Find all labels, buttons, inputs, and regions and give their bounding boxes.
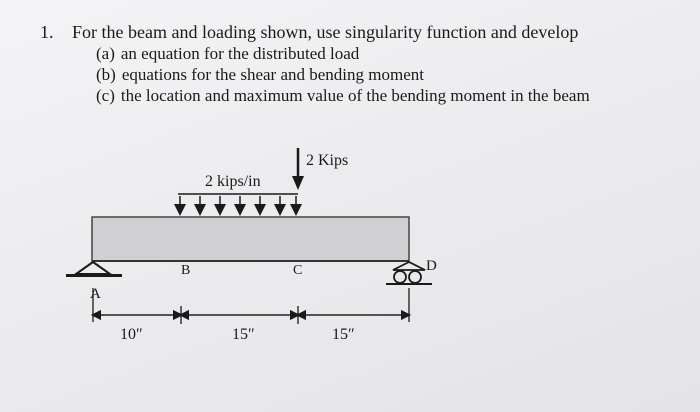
dimension-label-bc: 15″ <box>232 326 255 343</box>
part-a-tag: (a) <box>96 44 115 63</box>
dimension-label-cd: 15″ <box>332 326 355 343</box>
part-b-tag: (b) <box>96 65 116 84</box>
distributed-load-arrows <box>180 196 296 210</box>
point-load-arrow-head <box>292 176 304 190</box>
dimension-extension-lines <box>93 288 409 324</box>
point-label-c: C <box>293 263 303 278</box>
pin-support-a <box>66 262 122 277</box>
problem-number: 1. <box>40 22 54 42</box>
part-a-text: an equation for the distributed load <box>120 44 360 63</box>
part-c-text: the location and maximum value of the bending moment in the beam <box>120 86 590 105</box>
point-label-a: A <box>90 286 101 302</box>
point-label-d: D <box>426 258 437 274</box>
part-c-tag: (c) <box>96 86 115 105</box>
problem-prompt: For the beam and loading shown, use singularity function and develop <box>72 22 579 42</box>
point-load-label: 2 Kips <box>306 152 349 169</box>
dimension-label-ab: 10″ <box>120 326 143 343</box>
point-label-b: B <box>181 263 191 278</box>
part-b-text: equations for the shear and bending moment <box>121 65 424 84</box>
distributed-load-label: 2 kips/in <box>205 173 261 190</box>
beam <box>92 217 409 261</box>
